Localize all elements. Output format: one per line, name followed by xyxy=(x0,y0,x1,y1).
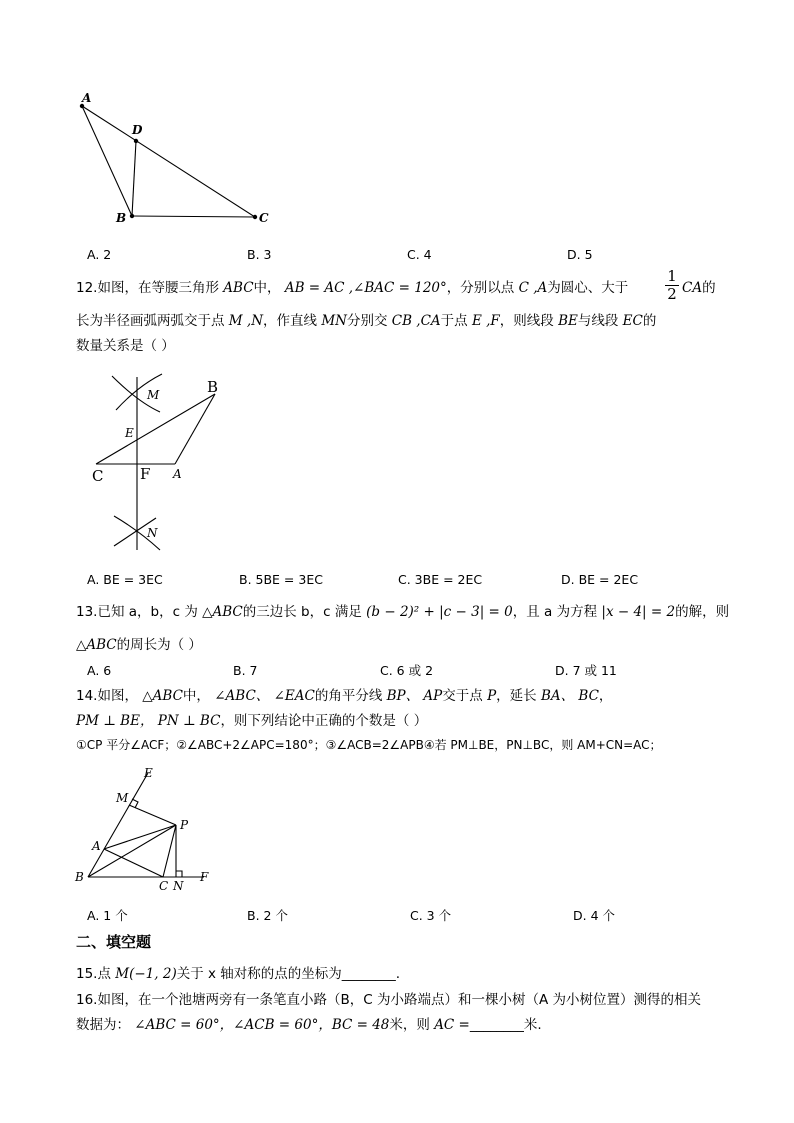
q12-figure xyxy=(90,372,250,552)
q11-option-a[interactable]: A. 2 xyxy=(87,247,112,262)
q14-option-a[interactable]: A. 1 个 xyxy=(87,908,128,923)
q15-line: 15.点 M(−1, 2)关于 x 轴对称的点的坐标为________. xyxy=(76,966,401,982)
q16-line1: 16.如图，在一个池塘两旁有一条笔直小路（B，C 为小路端点）和一棵小树（A 为小树位置）测得的相关 xyxy=(76,992,701,1008)
q14-label-a: A xyxy=(92,839,101,853)
q13-option-a[interactable]: A. 6 xyxy=(87,663,112,678)
q11-option-d[interactable]: D. 5 xyxy=(567,247,593,262)
q11-figure xyxy=(70,90,270,230)
q13-option-d[interactable]: D. 7 或 11 xyxy=(555,663,617,678)
q14-label-m: M xyxy=(116,791,129,805)
q12-label-m: M xyxy=(147,388,160,402)
q12-option-c[interactable]: C. 3BE = 2EC xyxy=(398,572,483,587)
q14-line2: PM ⊥ BE， PN ⊥ BC，则下列结论中正确的个数是（ ） xyxy=(76,713,428,729)
q12-label-e: E xyxy=(125,426,134,440)
q12-option-b[interactable]: B. 5BE = 3EC xyxy=(239,572,323,587)
q14-line3: ①CP 平分∠ACF；②∠ABC+2∠APC=180°；③∠ACB=2∠APB④若 PM⊥BE，PN⊥BC，则 AM+CN=AC； xyxy=(76,738,662,752)
q14-label-p: P xyxy=(180,818,189,832)
q12-label-c: C xyxy=(92,467,104,485)
q14-option-d[interactable]: D. 4 个 xyxy=(573,908,615,923)
q14-option-b[interactable]: B. 2 个 xyxy=(247,908,288,923)
q11-option-b[interactable]: B. 3 xyxy=(247,247,272,262)
q12-label-f: F xyxy=(140,465,151,483)
q14-option-c[interactable]: C. 3 个 xyxy=(410,908,452,923)
q11-option-c[interactable]: C. 4 xyxy=(407,247,432,262)
q12-line1: 12.如图，在等腰三角形 ABC中， AB = AC ,∠BAC = 120°，分别以点 C ,A为圆心、大于 xyxy=(76,280,629,296)
q12-label-a: A xyxy=(173,467,182,481)
q14-label-f: F xyxy=(200,870,209,884)
q11-label-b: B xyxy=(116,211,127,225)
q12-fraction: 1 2 xyxy=(665,268,679,303)
q12-line2: 长为半径画弧两弧交于点 M ,N，作直线 MN分别交 CB ,CA于点 E ,F，则线段 BE与线段 EC的 xyxy=(76,313,657,329)
q15-answer-blank[interactable]: ________ xyxy=(341,966,396,982)
q12-option-d[interactable]: D. BE = 2EC xyxy=(561,572,639,587)
q14-figure xyxy=(72,765,222,895)
q16-line2: 数据为： ∠ABC = 60°，∠ACB = 60°，BC = 48米，则 AC =________米. xyxy=(76,1017,542,1033)
q14-label-b: B xyxy=(75,870,84,884)
q11-label-c: C xyxy=(259,211,269,225)
q13-line2: △ABC的周长为（ ） xyxy=(76,637,202,653)
q14-label-e: E xyxy=(144,766,153,780)
q12-line1-end: CA的 xyxy=(682,280,716,296)
q12-label-b: B xyxy=(207,378,219,396)
q11-label-d: D xyxy=(132,123,143,137)
q12-label-n: N xyxy=(147,526,158,540)
q13-option-c[interactable]: C. 6 或 2 xyxy=(380,663,434,678)
q12-option-a[interactable]: A. BE = 3EC xyxy=(87,572,163,587)
q11-label-a: A xyxy=(82,91,92,105)
q16-answer-blank[interactable]: ________ xyxy=(469,1017,524,1033)
section-title: 二、填空题 xyxy=(76,933,152,951)
q13-option-b[interactable]: B. 7 xyxy=(233,663,258,678)
q14-label-n: N xyxy=(173,879,184,893)
q14-line1: 14.如图， △ABC中， ∠ABC、 ∠EAC的角平分线 BP、 AP交于点 P，延长 BA、 BC， xyxy=(76,688,613,704)
q12-line3: 数量关系是（ ） xyxy=(76,338,175,354)
q14-label-c: C xyxy=(159,879,169,893)
q13-line1: 13.已知 a，b，c 为 △ABC的三边长 b，c 满足 (b − 2)² + |c − 3| = 0，且 a 为方程 |x − 4| = 2的解，则 xyxy=(76,604,730,620)
